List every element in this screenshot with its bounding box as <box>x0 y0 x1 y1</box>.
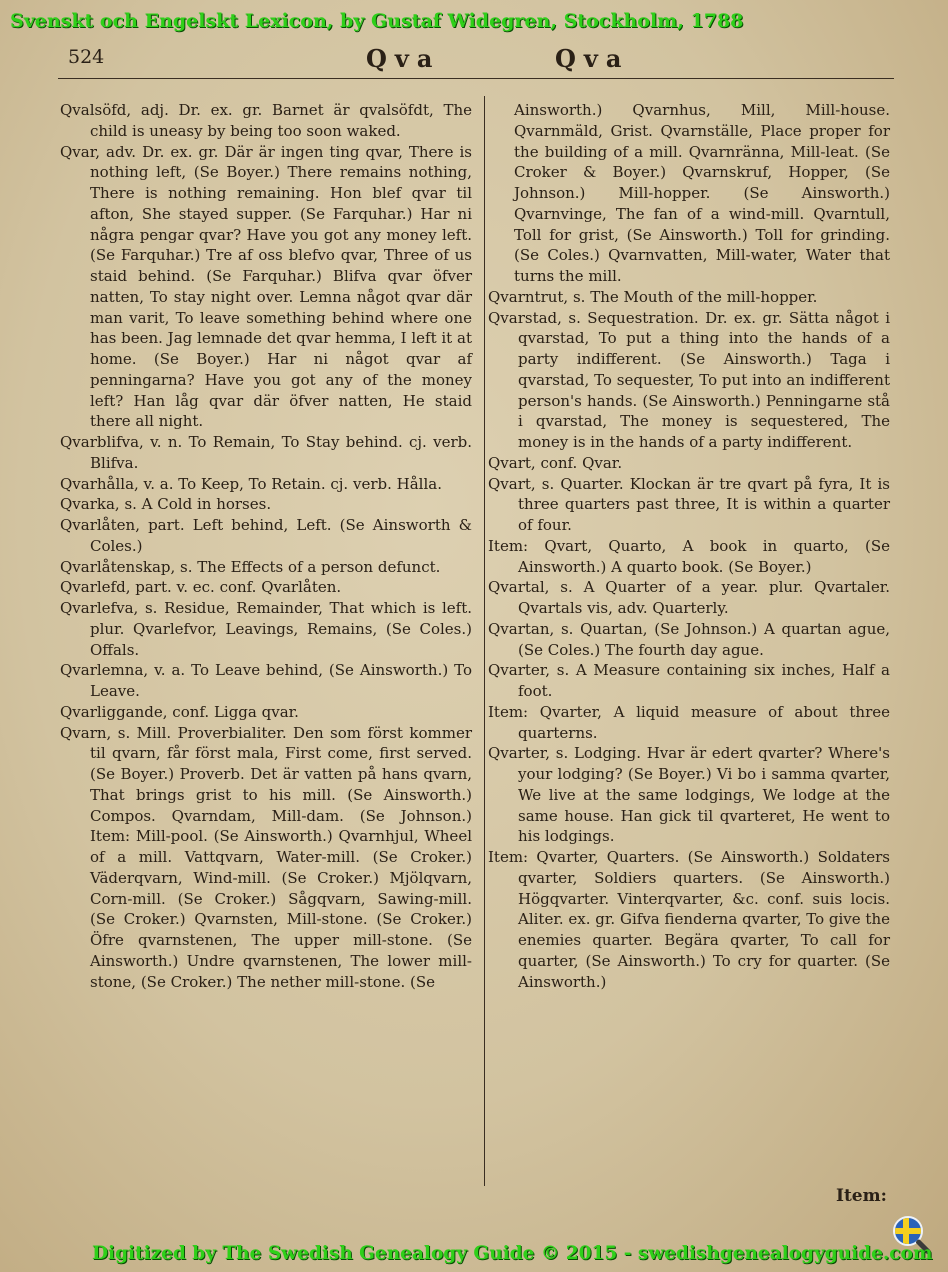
head-word-left: Qva <box>366 44 441 73</box>
left-column <box>60 100 472 992</box>
entry-qvarlefd: Qvarlefd, part. v. ec. conf. Qvarlåten. <box>60 578 342 597</box>
entry-qvarlefva: Qvarlefva, s. Residue, Remainder, That which is left. plur. Qvarlefvor, Leavings, Remains, (Se Coles.) Offals. <box>60 599 472 659</box>
entry-qvarn-continued: Ainsworth.) Qvarnhus, Mill, Mill-house. Qvarnmäld, Grist. Qvarnställe, Place proper for the building of a mill. Qvarnränna, Mill-leat. (Se Croker & Boyer.) Qvarnskruf, Hopper, (Se Johnson.) Mill-hopper. (Se Ainsworth.) Qvarnvinge, The fan of a wind-mill. Qvarntull, Toll for grist, (Se Ainsworth.) Toll for grinding. (Se Coles.) Qvarnvatten, Mill-water, Water that turns the mill. <box>514 101 890 285</box>
entry-qvarlemna: Qvarlemna, v. a. To Leave behind, (Se Ainsworth.) To Leave. <box>60 661 472 700</box>
catchword: Item: <box>836 1186 887 1206</box>
entry-qvart-quarto: Item: Qvart, Quarto, A book in quarto, (Se Ainsworth.) A quarto book. (Se Boyer.) <box>488 536 890 576</box>
entry-qvarstad: Qvarstad, s. Sequestration. Dr. ex. gr. Sätta något i qvarstad, To put a thing into the hands of a party indifferent. (Se Ainsworth.) Taga i qvarstad, To sequester, To put into an indifferent person's hands. (Se Ainsworth.) Penningarne stå i qvarstad, The money is sequestered, The money is in the hands of a party indifferent. <box>488 308 890 451</box>
entry-qvartal: Qvartal, s. A Quarter of a year. plur. Qvartaler. Qvartals vis, adv. Quarterly. <box>488 578 890 617</box>
header-rule <box>58 78 894 79</box>
head-word-right: Qva <box>555 44 630 73</box>
entry-qvar: Qvar, adv. Dr. ex. gr. Där är ingen ting qvar, There is nothing left, (Se Boyer.) There remains nothing, There is nothing remaining. Hon blef qvar til afton, She stayed supper. (Se Farquhar.) Har ni några pengar qvar? Have you got any money left. (Se Farquhar.) Tre af oss blefvo qvar, Three of us staid behind. (Se Farquhar.) Blifva qvar öfver natten, To stay night over. Lemna något qvar där man varit, To leave something behind where one has been. Jag lemnade det qvar hemma, I left it at home. (Se Boyer.) Har ni något qvar af penningarna? Have you got any of the money left? Han låg qvar där öfver natten, He staid there all night. <box>60 142 472 431</box>
entry-qvarntrut: Qvarntrut, s. The Mouth of the mill-hopper. <box>488 287 818 306</box>
entry-qvarlatenskap: Qvarlåtenskap, s. The Effects of a person defunct. <box>60 557 441 576</box>
entry-qvarter-lodging: Qvarter, s. Lodging. Hvar är edert qvarter? Where's your lodging? (Se Boyer.) Vi bo i samma qvarter, We live at the same lodgings, We lodge at the same house. Han gick til qvarteret, He went to his lodgings. <box>488 744 890 846</box>
entry-qvarter-liquid: Item: Qvarter, A liquid measure of about three quarterns. <box>488 702 890 742</box>
entry-qvarhalla: Qvarhålla, v. a. To Keep, To Retain. cj. verb. Hålla. <box>60 474 442 493</box>
right-column <box>488 100 890 992</box>
entry-qvarter-quarters: Item: Qvarter, Quarters. (Se Ainsworth.) Soldaters qvarter, Soldiers quarters. (Se Ainsworth.) Högqvarter. Vinterqvarter, &c. conf. suis locis. Aliter. ex. gr. Gifva fienderna qvarter, To give the enemies quarter. Begära qvarter, To call for quarter, (Se Ainsworth.) To cry for quarter. (Se Ainsworth.) <box>488 848 890 991</box>
entry-qvalsofd: Qvalsöfd, adj. Dr. ex. gr. Barnet är qvalsöfdt, The child is uneasy by being too soon waked. <box>60 101 472 140</box>
entry-qvart: Qvart, s. Quarter. Klockan är tre qvart på fyra, It is three quarters past three, It is within a quarter of four. <box>488 474 890 534</box>
entry-qvarter-measure: Qvarter, s. A Measure containing six inches, Half a foot. <box>488 661 890 700</box>
entry-qvarlaten: Qvarlåten, part. Left behind, Left. (Se Ainsworth & Coles.) <box>60 516 472 555</box>
entry-qvarblifva: Qvarblifva, v. n. To Remain, To Stay behind. cj. verb. Blifva. <box>60 433 472 472</box>
page-number: 524 <box>68 46 105 68</box>
entry-qvart-conf: Qvart, conf. Qvar. <box>488 453 623 472</box>
entry-qvartan: Qvartan, s. Quartan, (Se Johnson.) A quartan ague, (Se Coles.) The fourth day ague. <box>488 619 890 659</box>
entry-qvarn: Qvarn, s. Mill. Proverbialiter. Den som först kommer til qvarn, får först mala, First come, first served. (Se Boyer.) Proverb. Det är vatten på hans qvarn, That brings grist to his mill. (Se Ainsworth.) Compos. Qvarndam, Mill-dam. (Se Johnson.) Item: Mill-pool. (Se Ainsworth.) Qvarnhjul, Wheel of a mill. Vattqvarn, Water-mill. (Se Croker.) Väderqvarn, Wind-mill. (Se Croker.) Mjölqvarn, Corn-mill. (Se Croker.) Sågqvarn, Sawing-mill. (Se Croker.) Qvarnsten, Mill-stone. (Se Croker.) Öfre qvarnstenen, The upper mill-stone. (Se Ainsworth.) Undre qvarnstenen, The lower mill-stone, (Se Croker.) The nether mill-stone. (Se <box>60 723 472 991</box>
running-head <box>60 44 890 76</box>
entry-qvarka: Qvarka, s. A Cold in horses. <box>60 495 272 514</box>
entry-qvarliggande: Qvarliggande, conf. Ligga qvar. <box>60 702 299 721</box>
column-divider <box>484 96 485 1186</box>
top-banner: Svenskt och Engelskt Lexicon, by Gustaf Widegren, Stockholm, 1788 <box>10 10 744 32</box>
bottom-banner: Digitized by The Swedish Genealogy Guide © 2015 - swedishgenealogyguide.com <box>92 1243 933 1264</box>
